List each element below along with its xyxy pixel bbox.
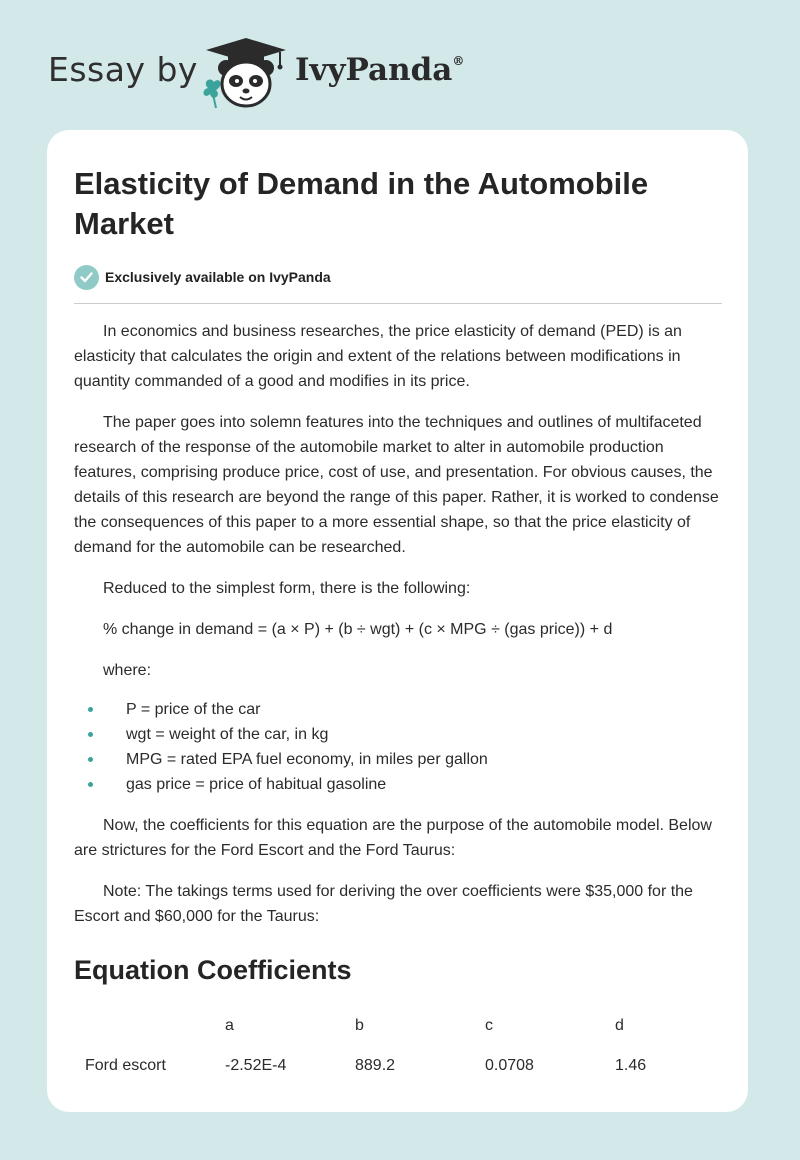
- variable-list: [74, 697, 724, 797]
- table-header-cell: a: [225, 1016, 234, 1034]
- bullet-icon: [88, 757, 93, 762]
- coefficients-table: [74, 1005, 646, 1085]
- brand-name[interactable]: IvyPanda®: [295, 52, 465, 88]
- article-title: Elasticity of Demand in the Automobile Market: [74, 166, 649, 241]
- table-cell: 889.2: [355, 1056, 396, 1074]
- ivypanda-logo-icon[interactable]: [200, 36, 292, 110]
- check-icon: [74, 265, 99, 290]
- list-item: P = price of the car: [74, 697, 724, 722]
- paragraph-intro: In economics and business researches, the price elasticity of demand (PED) is an elasticity that calculates the origin and extent of the relations between modifications in quantity commanded of a good and modifies in its price.: [74, 323, 682, 390]
- list-item: wgt = weight of the car, in kg: [74, 722, 724, 747]
- brand-prefix: Essay by: [48, 50, 198, 89]
- equation: % change in demand = (a × P) + (b ÷ wgt) + (c × MPG ÷ (gas price)) + d: [103, 621, 613, 638]
- table-header-cell: d: [615, 1016, 624, 1034]
- table-header-cell: b: [355, 1016, 364, 1034]
- bullet-icon: [88, 732, 93, 737]
- table-cell: 0.0708: [485, 1056, 534, 1074]
- article-card: [47, 130, 748, 1112]
- list-item: gas price = price of habitual gasoline: [74, 772, 724, 797]
- bullet-icon: [88, 707, 93, 712]
- list-item: MPG = rated EPA fuel economy, in miles per gallon: [74, 747, 724, 772]
- table-row: [74, 1045, 646, 1085]
- article-body: [74, 319, 724, 1085]
- paragraph-research: The paper goes into solemn features into the techniques and outlines of multifaceted research of the response of the automobile market to alter in automobile production features, comprising produce price, cost of use, and presentation. For obvious causes, the details of this research are beyond the range of this paper. Rather, it is worked to condense the consequences of this paper to a more essential shape, so that the price elasticity of demand for the automobile can be researched.: [74, 414, 719, 556]
- paragraph-coefficients: Now, the coefficients for this equation are the purpose of the automobile model. Below are strictures for the Ford Escort and the Ford Taurus:: [74, 817, 712, 859]
- paragraph-where: where:: [103, 662, 152, 679]
- table-cell: -2.52E-4: [225, 1056, 287, 1074]
- site-header: [0, 0, 800, 130]
- paragraph-note: Note: The takings terms used for deriving the over coefficients were $35,000 for the Escort and $60,000 for the Taurus:: [74, 883, 693, 925]
- table-cell: Ford escort: [85, 1056, 166, 1074]
- table-header-row: [74, 1005, 646, 1045]
- table-header-cell: [74, 1005, 225, 1045]
- registered-mark: ®: [452, 54, 465, 68]
- divider: [74, 303, 722, 304]
- paragraph-simplest-form: Reduced to the simplest form, there is the following:: [103, 580, 471, 597]
- table-cell: 1.46: [615, 1056, 647, 1074]
- table-header-cell: c: [485, 1016, 493, 1034]
- exclusive-badge: [74, 264, 331, 290]
- badge-label: Exclusively available on IvyPanda: [105, 269, 331, 285]
- bullet-icon: [88, 782, 93, 787]
- section-heading: Equation Coefficients: [74, 955, 352, 985]
